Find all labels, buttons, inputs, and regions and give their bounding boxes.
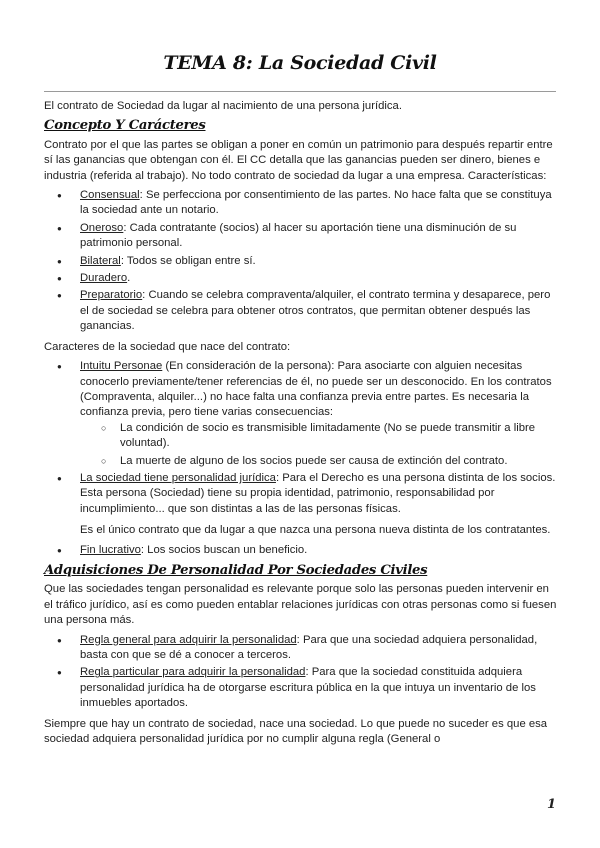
list-item [80, 665, 558, 711]
item-text: : Para que una sociedad adquiera personalidad, basta con que se dé a conocer a terceros. [80, 633, 538, 661]
section-heading-adquisiciones: Adquisiciones De Personalidad Por Sociedades Civiles [44, 562, 428, 578]
list-item [80, 188, 558, 219]
list-item [80, 359, 558, 469]
item-text: : Se perfecciona por consentimiento de las partes. No hace falta que se constituya la sociedad ante un notario. [80, 189, 552, 217]
caracteres-list [44, 359, 558, 558]
list-item [80, 271, 558, 286]
term-intuitu-personae: Intuitu Personae [80, 360, 163, 373]
item-text: : Cada contratante (socios) al hacer su aportación tiene una disminución de su patrimonio personal. [80, 221, 517, 250]
page-number: 1 [546, 797, 556, 812]
list-item [80, 543, 558, 558]
term-personalidad-juridica: La sociedad tiene personalidad jurídica [80, 471, 276, 484]
item-text: : Para el Derecho es una persona distinta de los socios. Esta persona (Sociedad) tiene su propia identidad, patrimonio, responsabilidad por incumplimiento... que son distintas a las de las personas físicas. [80, 471, 556, 515]
sub-list-item: ○ La muerte de alguno de los socios puede ser causa de extinción del contrato. [120, 454, 558, 469]
caracteristicas-list [44, 188, 558, 335]
term-oneroso: Oneroso [80, 221, 124, 234]
continuation-text: Es el único contrato que da lugar a que nazca una persona nueva distinta de los contratantes. [80, 524, 551, 537]
item-text: : Todos se obligan entre sí. [120, 254, 256, 267]
list-item [80, 254, 558, 269]
list-item [80, 633, 558, 664]
term-fin-lucrativo: Fin lucrativo [80, 543, 141, 556]
document-body [44, 99, 558, 751]
list-item [80, 471, 558, 539]
list-item [80, 288, 558, 334]
section-heading-concepto: Concepto Y Carácteres [44, 118, 206, 134]
term-consensual: Consensual [80, 189, 140, 202]
item-text: : Los socios buscan un beneficio. [140, 543, 308, 556]
adquisiciones-paragraph: Que las sociedades tengan personalidad es relevante porque solo las personas pueden intervenir en el tráfico jurídico, así es como pueden entablar relaciones jurídicas con otras personas como si fuesen una persona más. [44, 583, 557, 627]
list-item [80, 221, 558, 252]
term-regla-particular: Regla particular para adquirir la personalidad [80, 666, 306, 679]
term-preparatorio: Preparatorio [80, 289, 143, 302]
term-duradero: Duradero [80, 272, 128, 285]
title-divider [44, 91, 556, 92]
consecuencias-list [80, 421, 558, 469]
closing-paragraph: Siempre que hay un contrato de sociedad, nace una sociedad. Lo que puede no suceder es que esa sociedad adquiera personalidad jurídica por no cumplir alguna regla (General o [44, 717, 548, 746]
term-regla-general: Regla general para adquirir la personalidad [80, 633, 297, 646]
item-text: : Para que la sociedad constituida adquiera personalidad jurídica ha de otorgarse escritura pública en la que intuya un inventario de los inmuebles aportados. [80, 666, 536, 710]
sub-list-item: ○ La condición de socio es transmisible limitadamente (No se puede transmitir a libre voluntad). [120, 421, 558, 452]
term-bilateral: Bilateral [80, 254, 121, 267]
caracteres-paragraph: Caracteres de la sociedad que nace del contrato: [44, 340, 291, 353]
item-text: : Cuando se celebra compraventa/alquiler, el contrato termina y desaparece, pero el de sociedad se celebra para obtener otros contratos, que permitan obtener después las ganancias. [80, 289, 551, 333]
concepto-paragraph: Contrato por el que las partes se obligan a poner en común un patrimonio para después repartir entre sí las ganancias que obtengan con él. El CC detalla que las ganancias pueden ser dinero, bienes e industria (referida al trabajo). No todo contrato de sociedad da lugar a una empresa. Características: [44, 138, 553, 182]
intro-paragraph: El contrato de Sociedad da lugar al nacimiento de una persona jurídica. [44, 100, 402, 112]
page-title: TEMA 8: La Sociedad Civil [163, 52, 437, 74]
item-text: (En consideración de la persona): Para asociarte con alguien necesitas conocerlo previamente/tener referencias de él, no puede ser un desconocido. En los contratos (Compraventa, alquiler...) no hace falta una confianza previa entre partes. Es necesaria la confianza previa, pero tiene varias consecuencias: [80, 360, 552, 419]
reglas-list [44, 633, 558, 712]
item-text: . [127, 272, 131, 285]
